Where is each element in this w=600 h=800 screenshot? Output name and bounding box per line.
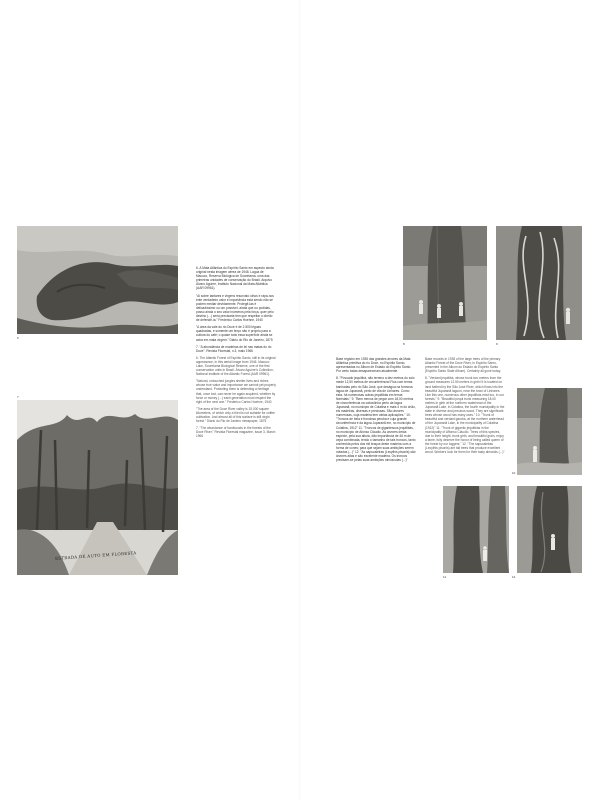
intro-pt: Base registro em 1935 das grandes árvores da Mata Atlântica primitiva do rio Doce, no Espírito Santo, apresentadas no Álbum de Estado do Espírito Santo. Por certo todas desapareceram atualmente. xyxy=(336,357,412,374)
caption-pt: 7. "A abundância de madeiras de lei nas matas do rio Doce". Revista Florestal, n.3, maio 1966 xyxy=(196,344,272,353)
figure-number: 11 xyxy=(443,575,447,579)
figure-number: 9 xyxy=(496,342,498,346)
forest-road-photo xyxy=(17,400,178,575)
quote-pt: "Ai sobre tantares e virgens resurvato olhos e rápa-nos ente verdadeiro valor e importância está sendo não se podem mediar devidamente. Protegê-las é delicadíssimo ou um possível, ainda que ou podidas, posso ainda o seu valor inúmeros pela força, quer pelo destino (...) seria precisaria tem que respeitar o direito de defendê-la." Frederico Carlos Hoehne, 1940 xyxy=(196,293,274,323)
captions-pt: 8. "Povoado jequitibá, não terreno a dez metros do solo mede 12,50 metros de circunferência! Fica com terras banhadas pelo rio São José, que deságua na formosa lagoa de Juparanã, perto de vila de Linhares. Como esta, há numerosas outras jequitibás em terras florestais." 9. "Bem menos de pegar com 18,00 metros de circunferência na caboclinha perto da lagoa Juparanã, no município de Colatina e mais 4 m do chão, eis madeiras, diversas e preciosas. São árvores numerosas, cuja madeira tem várias aplicações." 10. "Troncos de bela e frondosa peroba e cuja grande circunferência é da lagoa Juparanã em, no município de Colatina, 1912" 11. "Troncos de gigantescos jequitibás, no município de Afonso Cláudio. As árvores desta espécie, pela sua altura, dão importância de 46 m de cepa combinada, tendo o tamanho de tais troncos, tanto conhecida pelos dos mil braços deste madeira com a forma de cones; para que sejam suas ambições serem notadas (...)" 12. "As sapucaieiras (Lecythis pisonis) são árvores altas e são excelente madeira. Os troncos precisam-se pelas suas ambições minúsculas (...)" xyxy=(336,376,416,463)
caption-en: 6. The Atlantic Forest of Espírito Santo, still in its original appearance, in this aerial image from 1946. Macuco Lake, Sooretama Biological Reserve, one of the first conservation units in Brazil. Álvaro Aguirre's Collection, National Institute of the Atlantic Forest (AAR 09961). xyxy=(196,355,276,377)
figure-number: 10 xyxy=(512,471,516,475)
caption-pt: 6. A Mata Atlântica do Espírito Santo em aspecto ainda original nesta imagem aérea de 1946. Lagoa de Macuco, Reserva Biológica de Sooretama, uma das primeiras unidades de conservação do Brasil. Arquivo Álvaro Aguirre, Instituto Nacional da Mata Atlântica (AAR 09961). xyxy=(196,266,274,291)
captions-en: 8. "Verdant jequitibá, whose trunk two meters from the ground measures 12.50 meters in girth! It is located on land bathed by the São José River, which flows into the beautiful Juparanã lagoon, near the town of Linhares. Like this one, numerous other jequitibás exist too, in our forests." 9. "Beautiful pequi trunk measuring 18.00 meters in girth at the northern waterhead of the Juparanã Lake, in Colatina, the fourth municipality in the state in diverse and precious wood. They are significant trees whose wood has many uses." 10. "Trunk of beautiful and verdant garoba, at the northern waterhead of the Juparanã Lake, in the municipality of Colatina (1912)" 11. "Trunk of gigantic jequitibás in the municipality of Affonso Cláudio. Trees of this species, due to their height, trunk girth, and beautiful grain, enjoy a fame, fully deserve the honor of being called queen of the forest by our loggers." 12. "The sapucaieiras (Lecythis pisonis) are tall trees that produce excellent wood. Workers look for them for their tasty almonds (...)" xyxy=(425,376,505,455)
figure-number: 7 xyxy=(17,395,19,399)
quote-pt: "A área da vale do rio Doce é de 2.500 léguas quadradas, e somente um terço não é próprio para a cultura do café; o quase todo essa superfície ainda se acha em mata virgem." Diário do Rio de Janeiro, 1875 xyxy=(196,325,273,342)
left-text-column xyxy=(196,266,276,441)
jequitiba-trunks-photo xyxy=(443,486,509,573)
pequi-tree-photo xyxy=(496,226,582,340)
quote-en: "Natural, untouched jungles shelter lives and riches whose true value and importance we cannot yet properly understand. Protecting them is defending a heritage that, once lost, can never be again acquired, whether by force or money (...) each generation must respect the right of the next one." Frederico Carlos Hoehne, 1940 xyxy=(196,379,276,404)
right-text-column-en xyxy=(425,357,505,457)
photo-handwritten-caption: ESTRADA DE AUTO EM FLORESTA xyxy=(54,550,137,561)
garoba-tree-photo xyxy=(517,388,582,475)
aerial-lake-photo xyxy=(17,226,178,334)
right-text-column-pt xyxy=(336,357,416,465)
page-gutter xyxy=(299,0,301,800)
figure-number: 8 xyxy=(403,342,405,346)
caption-en: 7. "The abundance of hardwoods in the forests of the Doce River," Revista Florestal magazine, issue 3, March 1966 xyxy=(196,426,276,439)
figure-number: 6 xyxy=(17,336,19,340)
intro-en: Base records in 1935 of the large trees of the primary Atlantic Forest of the Doce River, in Espírito Santo, presented in the Album do Estado do Espírito Santo (Espírito Santo State Album). Certainly all gone today. xyxy=(425,357,501,374)
quote-en: "The area of the Doce River valley is 15.000 square kilometers, of which only a third is not suitable for coffee cultivation. And almost all of this surface is still virgin forest." Diário do Rio de Janeiro newspaper, 1875 xyxy=(196,406,275,424)
sapucaieira-tree-photo xyxy=(517,486,582,573)
jequitiba-tree-photo xyxy=(403,226,487,340)
figure-number: 12 xyxy=(512,575,516,579)
